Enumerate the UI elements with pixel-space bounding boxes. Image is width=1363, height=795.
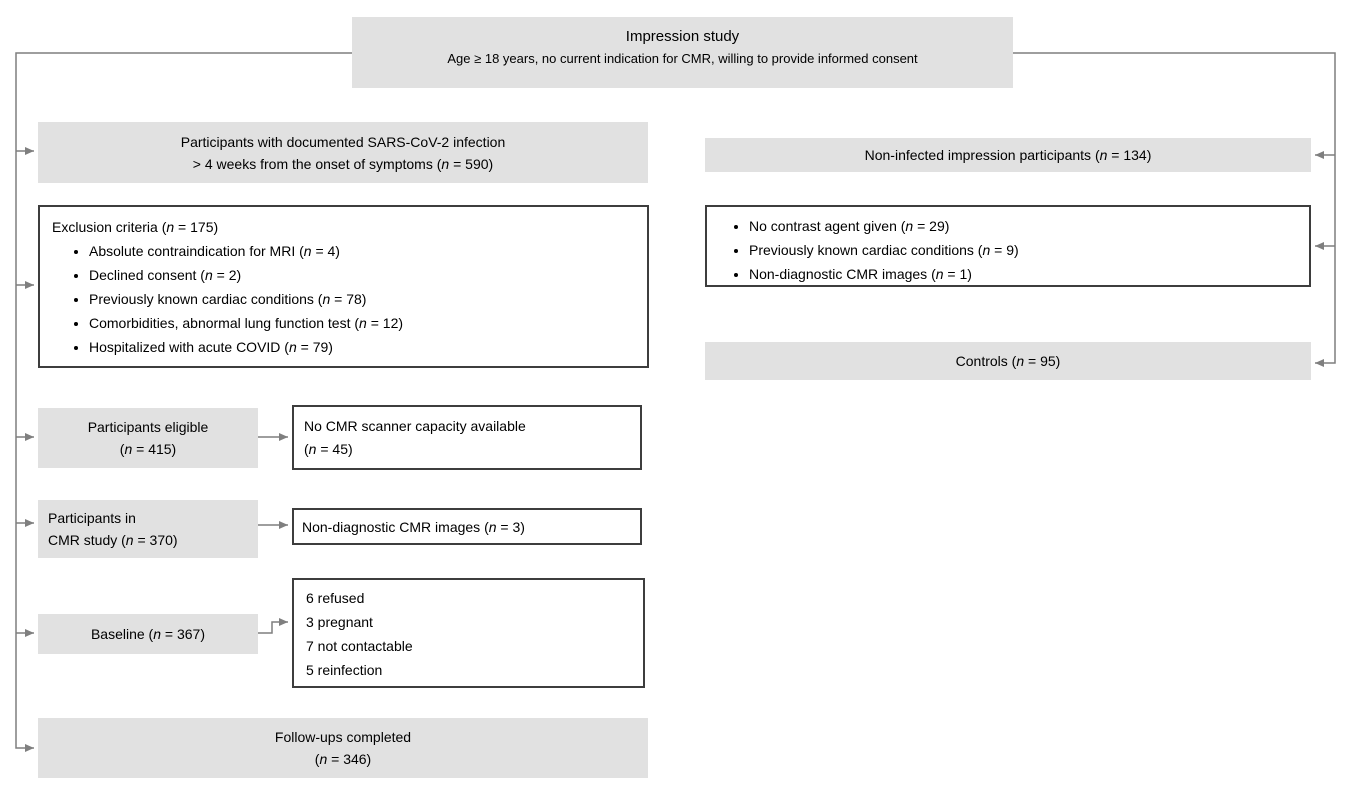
dropout-item: 6 refused [306,590,365,606]
eligible-line2: (n = 415) [119,441,177,457]
dropout-item: 7 not contactable [306,638,413,654]
no-scanner-line2: (n = 45) [304,441,353,457]
dropouts-list [306,586,643,682]
study-title: Impression study [625,28,740,45]
eligible-box [38,408,258,468]
right-exclusion-box [705,205,1311,287]
non-infected-box [705,138,1311,172]
followups-line1: Follow-ups completed [274,729,412,745]
right-exclusion-list [707,214,1309,286]
right-exclusion-item: • No contrast agent given (n = 29) [749,214,1309,238]
right-exclusion-item: • Non-diagnostic CMR images (n = 1) [749,262,1309,286]
dropout-item: 3 pregnant [306,614,373,630]
dropouts-box [292,578,645,688]
controls-box [705,342,1311,380]
exclusion-item: • Comorbidities, abnormal lung function test (n = 12) [89,311,635,335]
infected-line2: > 4 weeks from the onset of symptoms (n = 590) [192,155,494,172]
dropout-item: 5 reinfection [306,662,383,678]
eligible-line1: Participants eligible [87,419,209,435]
cmr-study-line2: CMR study (n = 370) [48,532,178,548]
right-exclusion-item: • Previously known cardiac conditions (n = 9) [749,238,1309,262]
non-diagnostic-text: Non-diagnostic CMR images (n = 3) [302,518,525,535]
exclusion-title: Exclusion criteria (n = 175) [52,219,219,235]
infected-participants-box [38,122,648,183]
infected-line1: Participants with documented SARS-CoV-2 infection [180,133,506,150]
arrow-baseline-to-dropouts [258,622,288,633]
cmr-study-line1: Participants in [48,510,136,526]
followups-box [38,718,648,778]
controls-text: Controls (n = 95) [955,353,1061,369]
exclusion-item: • Hospitalized with acute COVID (n = 79) [89,335,635,359]
no-scanner-box [292,405,642,470]
non-diagnostic-box [292,508,642,545]
exclusion-criteria-box [38,205,649,368]
followups-line2: (n = 346) [314,751,372,767]
impression-study-box [352,17,1013,88]
baseline-box [38,614,258,654]
no-scanner-line1: No CMR scanner capacity available [304,418,526,434]
baseline-text: Baseline (n = 367) [90,626,206,642]
exclusion-item: • Absolute contraindication for MRI (n = 4) [89,239,635,263]
study-criteria: Age ≥ 18 years, no current indication for CMR, willing to provide informed consent [447,51,918,66]
exclusion-item: • Previously known cardiac conditions (n = 78) [89,287,635,311]
cmr-study-box [38,500,258,558]
non-infected-text: Non-infected impression participants (n = 134) [864,147,1152,163]
exclusion-item: • Declined consent (n = 2) [89,263,635,287]
exclusion-list [52,239,635,359]
